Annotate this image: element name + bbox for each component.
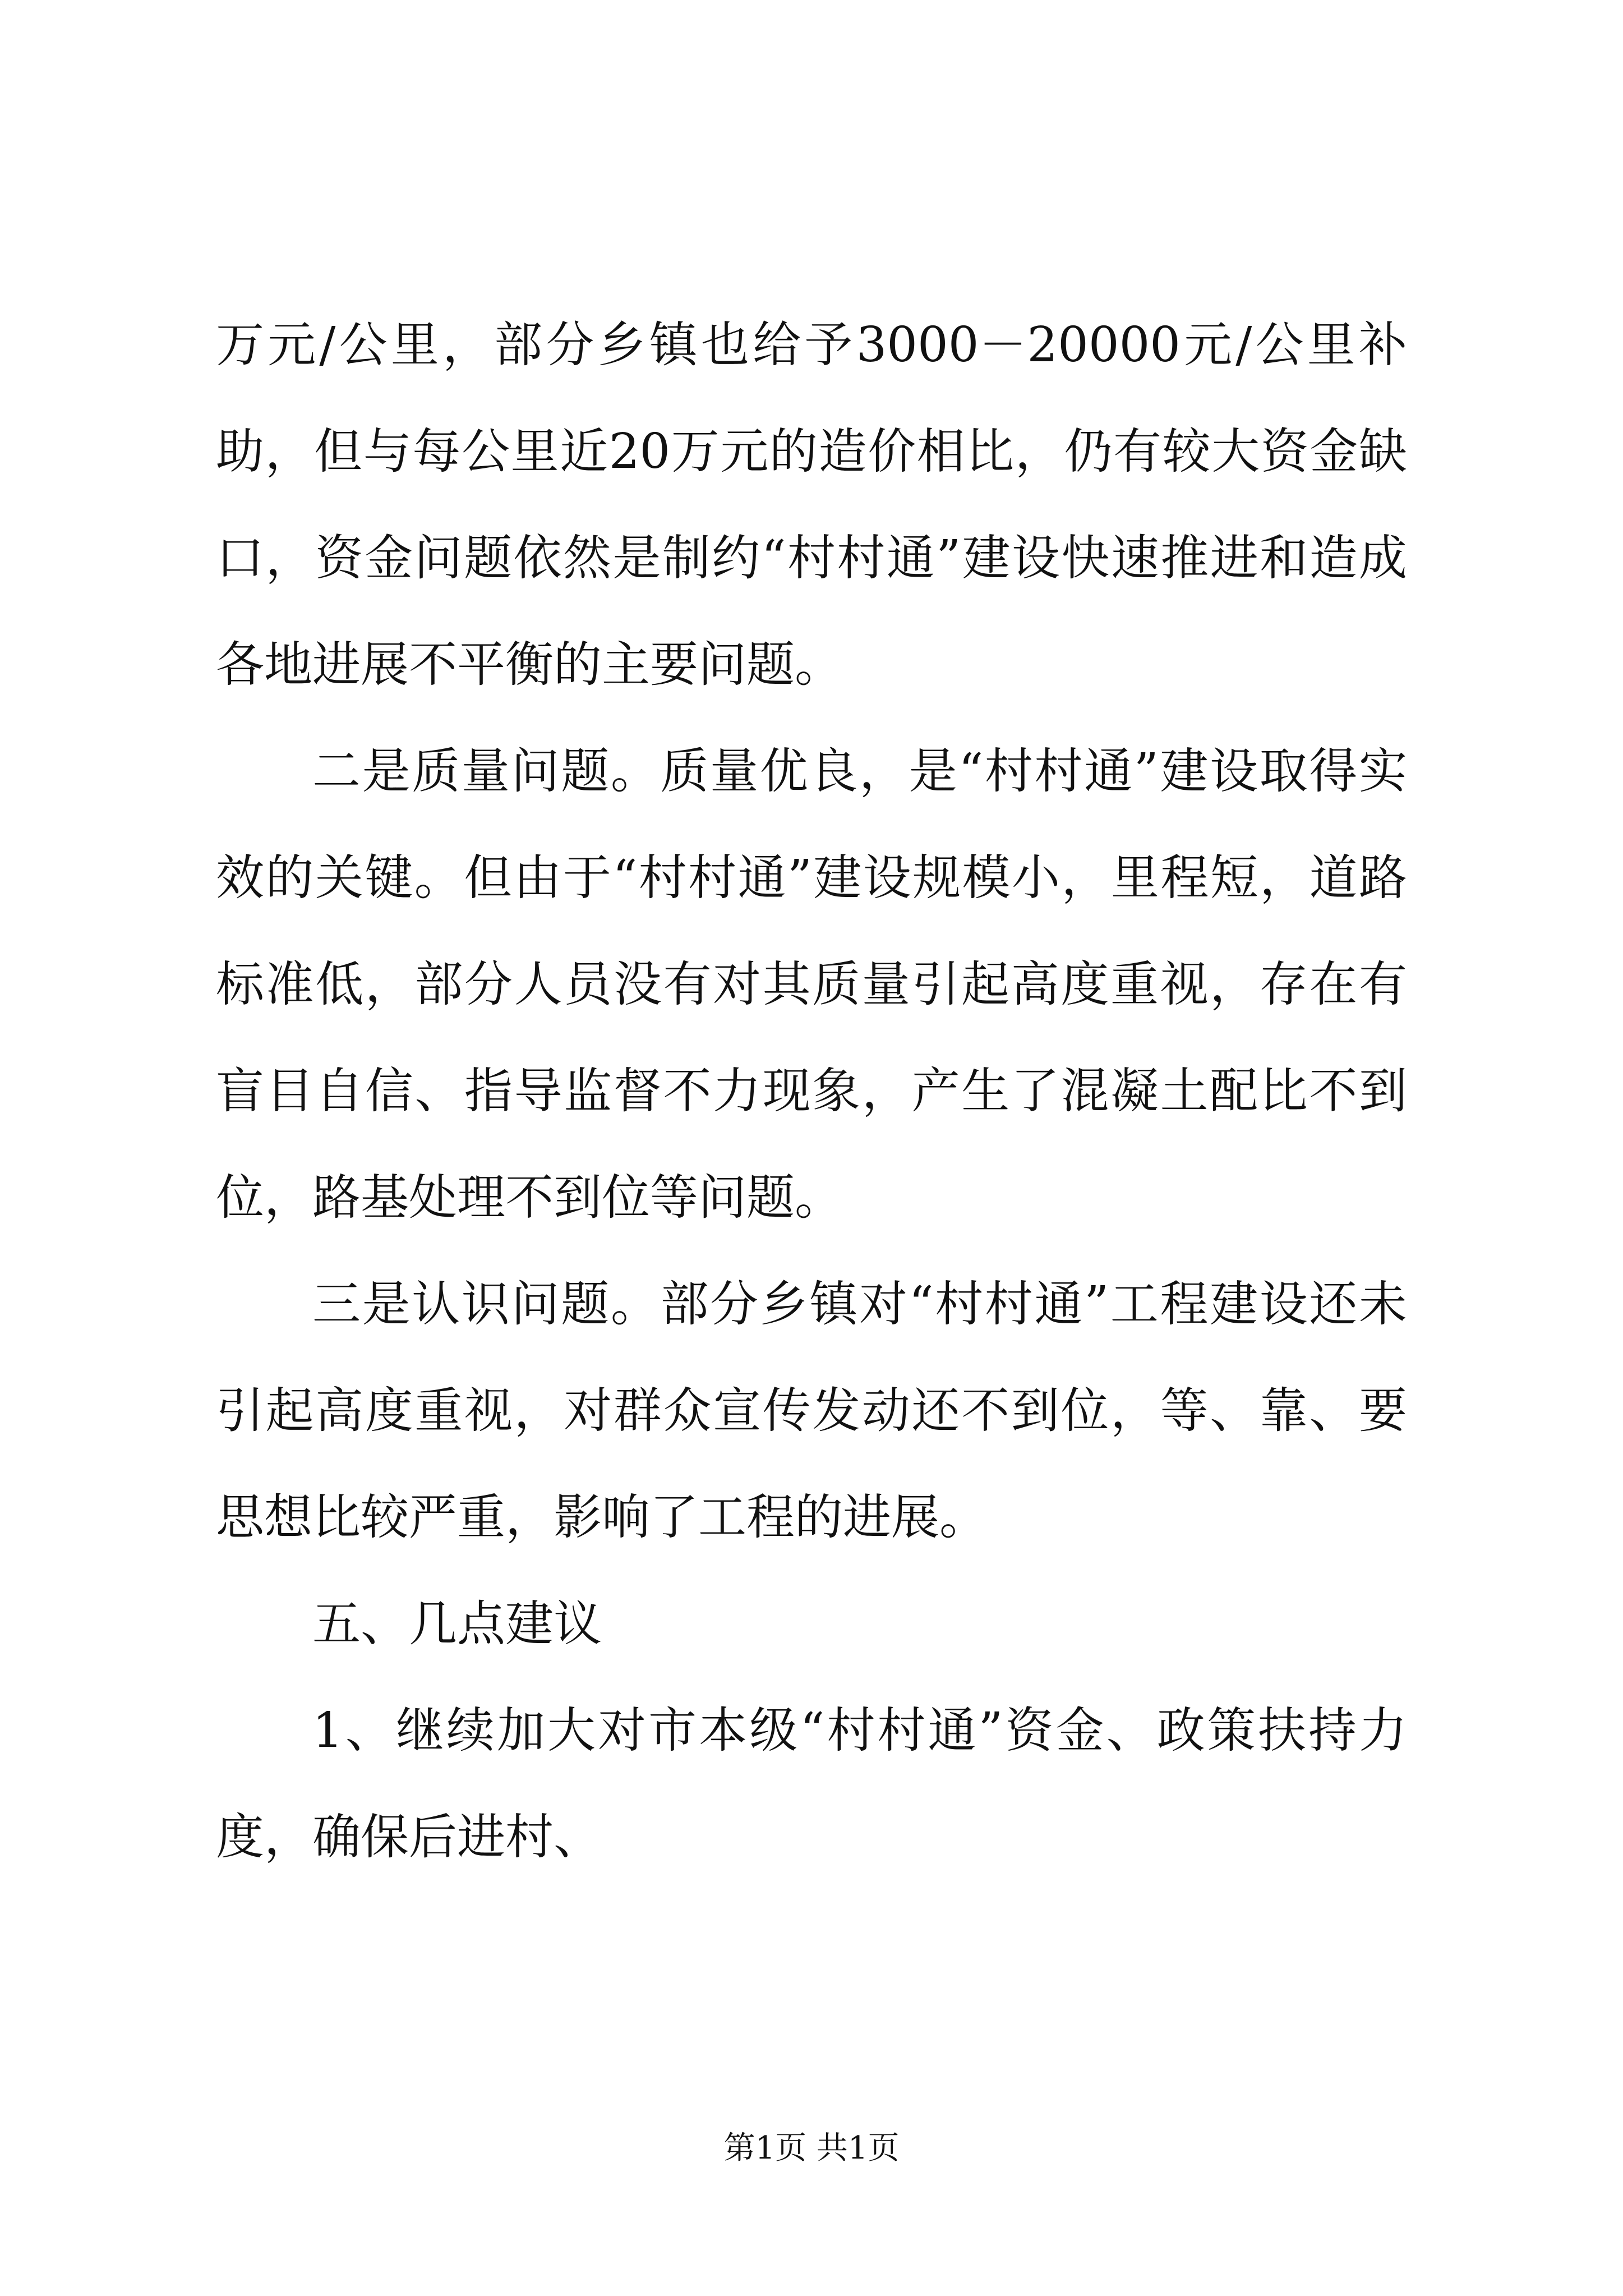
paragraph-awareness-issue: 三是认识问题。部分乡镇对“村村通”工程建设还未引起高度重视，对群众宣传发动还不到位，等、靠、要思想比较严重，影响了工程的进展。 <box>216 1276 1407 1545</box>
paragraph-funding-issue: 万元/公里，部分乡镇也给予3000－20000元/公里补助，但与每公里近20万元的造价相比，仍有较大资金缺口，资金问题依然是制约“村村通”建设快速推进和造成各地进展不平衡的主要问题。 <box>216 317 1407 693</box>
paragraph-suggestion-1: 1、继续加大对市本级“村村通”资金、政策扶持力度，确保后进村、 <box>216 1703 1407 1865</box>
document-body <box>216 292 1407 1890</box>
section-heading-suggestions: 五、几点建议 <box>312 1596 602 1652</box>
paragraph-quality-issue: 二是质量问题。质量优良，是“村村通”建设取得实效的关键。但由于“村村通”建设规模小，里程短，道路标准低，部分人员没有对其质量引起高度重视，存在有盲目自信、指导监督不力现象，产生了混凝土配比不到位，路基处理不到位等问题。 <box>216 743 1407 1226</box>
page-footer: 第1页 共1页 <box>723 2130 900 2166</box>
